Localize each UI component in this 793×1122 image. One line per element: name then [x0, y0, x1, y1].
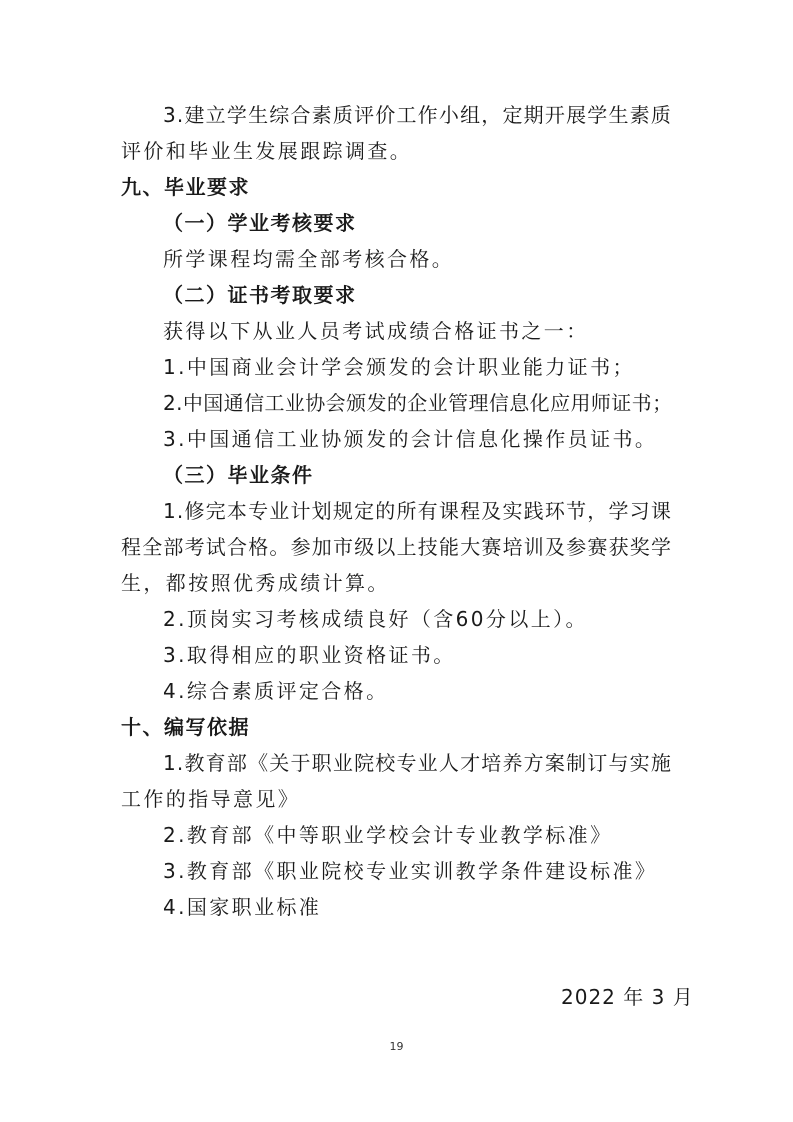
page-number: 19 [389, 1040, 404, 1053]
section-heading-graduation-requirements: 九、毕业要求 [121, 175, 250, 199]
list-item: 3.取得相应的职业资格证书。 [163, 643, 456, 667]
paragraph-line: 生，都按照优秀成绩计算。 [121, 571, 390, 595]
subsection-heading-certificates: （二）证书考取要求 [163, 283, 357, 307]
list-item: 1.教育部《关于职业院校专业人才培养方案制订与实施 [163, 751, 673, 775]
section-heading-compilation-basis: 十、编写依据 [121, 715, 250, 739]
list-item: 3.教育部《职业院校专业实训教学条件建设标准》 [163, 859, 658, 883]
list-item: 3.中国通信工业协颁发的会计信息化操作员证书。 [163, 427, 658, 451]
list-item: 4.国家职业标准 [163, 895, 322, 919]
list-item: 2.中国通信工业协会颁发的企业管理信息化应用师证书； [163, 391, 673, 415]
list-item: 2.顶岗实习考核成绩良好（含60分以上）。 [163, 607, 588, 631]
paragraph-line: 3.建立学生综合素质评价工作小组，定期开展学生素质 [163, 103, 673, 127]
document-date: 2022 年 3 月 [561, 985, 694, 1009]
list-item: 1.中国商业会计学会颁发的会计职业能力证书； [163, 355, 635, 379]
subsection-heading-graduation-conditions: （三）毕业条件 [163, 463, 314, 487]
paragraph-line: 工作的指导意见》 [121, 787, 301, 811]
paragraph-line: 程全部考试合格。参加市级以上技能大赛培训及参赛获奖学 [121, 535, 673, 559]
list-item: 4.综合素质评定合格。 [163, 679, 389, 703]
paragraph-line: 所学课程均需全部考核合格。 [163, 247, 455, 271]
paragraph-line: 获得以下从业人员考试成绩合格证书之一： [163, 319, 589, 343]
list-item: 2.教育部《中等职业学校会计专业教学标准》 [163, 823, 613, 847]
list-item: 1.修完本专业计划规定的所有课程及实践环节，学习课 [163, 499, 673, 523]
paragraph-line: 评价和毕业生发展跟踪调查。 [121, 139, 413, 163]
subsection-heading-assessment: （一）学业考核要求 [163, 211, 357, 235]
